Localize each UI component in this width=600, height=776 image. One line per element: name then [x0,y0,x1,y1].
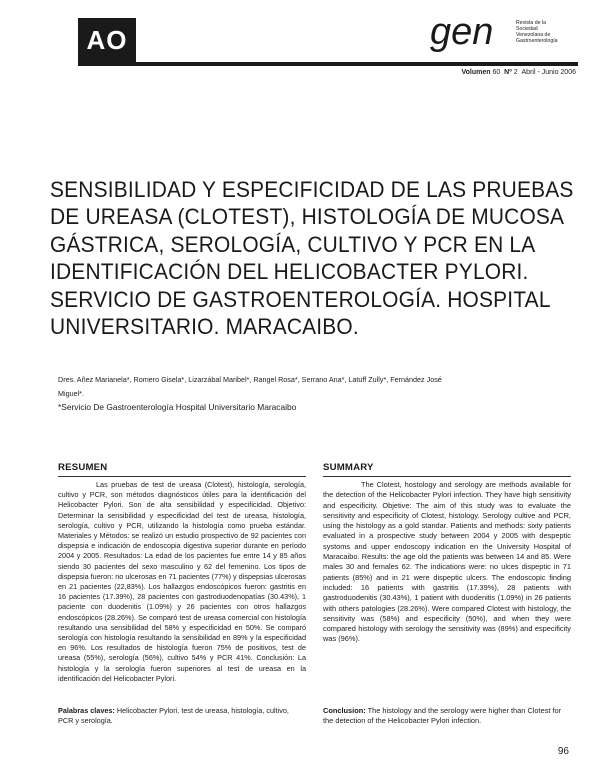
section-divider [323,476,571,477]
title-line: SENSIBILIDAD Y ESPECIFICIDAD DE LAS PRUEBAS [50,177,574,202]
section-divider [58,476,306,477]
author-list: Dres. Añez Marianela*, Romero Gisela*, Lizarzábal Maribel*, Rangel Rosa*, Serrano Ana*, Latuff Zully*, Fernández José Miguel*. [58,375,442,398]
gen-logo-icon [428,14,516,60]
logo-wordmark: gen [430,14,494,53]
title-line: IDENTIFICACIÓN DEL HELICOBACTER PYLORI. [50,259,529,285]
title-line: DE UREASA (CLOTEST), HISTOLOGÍA DE MUCOSA [50,204,565,230]
affiliation: *Servicio De Gastroenterología Hospital Universitario Maracaibo [58,402,297,412]
logo-tagline [516,20,586,44]
issue-number: 2 [513,69,518,76]
summary-text: The Clotest, hostology and serology are methods available for the detection of the Helicobacter Pylori infection. They have high sensitivity and especificity. Objetive: The aim of this study was to evaluate the sensitivity and especificity of Clotest, histology. Serology cultive and PCR, using the histology as a gold standar. Patients and methods: sixty patients evaluated in a prospective study between 2004 y 2005 with despeptic systoms and upper endoscopy indication en the University Hospital of Maracaibo. Results: the age old the patients was between 14 and 85. Were males 30 and females 62. The indications were: no ulces dispeptic in 71 patients (85%) and in 21 were dispeptic ulcers. The endoscopic finding included: 16 patients with gastritis (17.39%), 28 patients with gastroduodenitis (30.43%), 1 patient with duodenitis (1.09%) in 26 patients with others patologies (28.26%). Were compared Clotest with histology, the sensitivity was (58%) and especificity (50%), and when they were compared histology with serology the sensitivity was (89%) and especificity was (96%). [323,480,571,644]
title-line: UNIVERSITARIO. MARACAIBO. [50,314,359,340]
page-number: 96 [557,746,569,757]
issue-info [461,69,576,76]
logo-tagline-line: Sociedad [516,26,538,32]
title-line: SERVICIO DE GASTROENTEROLOGÍA. HOSPITAL [50,286,551,312]
keywords-label: Palabras claves: [58,706,115,715]
journal-logo [428,14,588,60]
resumen-heading: RESUMEN [58,462,108,473]
title-line: GÁSTRICA, SEROLOGÍA, CULTIVO Y PCR EN LA [50,231,536,257]
logo-tagline-line: Gastroenterología [516,38,558,44]
summary-section [323,462,571,645]
logo-tagline-line: Revista de la [516,20,546,26]
conclusion-text: The histology and the serology were higher than Clotest for the detection of the Helicobacter Pylori infection. [323,706,562,726]
resumen-text: Las pruebas de test de ureasa (Clotest), histología, serología, cultivo y PCR, son métodos diagnósticos útiles para la identificación del Helicobacter Pylori. Son de alta sensibilidad y especificidad. Objetivo: Determinar la sensibilidad y especificidad del test de ureasa, histología, serología, cultivo y PCR, utilizando la histología como prueba estándar. Materiales y Métodos: se realizó un estudio prospectivo de 92 pacientes con dispepsia e indicación de endoscopia digestiva superior durante en período 2004 y 2005. Resultados: La edad de los pacientes fue entre 14 y 85 años siendo 30 pacientes del sexo masculino y 62 del femenino. Los tipos de dispepsia fueron: no ulcerosas en 71 pacientes (77%) y dispepsias ulcerosas en 21 pacientes (22,83%). Los hallazgos endoscópicos fueron: gastritis en 16 pacientes (17.39%), 28 pacientes con gastroduodenopatías (30.43%), 1 paciente con duodenitis (1.09%) y 26 pacientes con otros hallazgos endoscópicos (28.26%). Se comparó test de ureasa comercial con histología resultando una sensibilidad del 58% y especificidad en 50%. Se comparó serología con histología resultando la sensibilidad en 89% y la especificidad en 96%. Los resultados de histología fueron 75% de positivos, test de ureasa (55%), serología (56%), cultivo 54% y PCR 41%. Conclusión: La histología y la serología fueron superiores al test de ureasa en la identificación del Helicobacter Pylori. [58,480,306,683]
conclusion [323,706,571,726]
keywords-text: Helicobacter Pylori, test de ureasa, histología, cultivo, PCR y serología. [58,706,289,726]
number-label: Nº [504,69,512,76]
resumen-section [58,462,306,684]
header-rule [78,62,578,66]
volume-number: 60 [492,69,501,76]
conclusion-label: Conclusion: [323,706,366,715]
summary-heading: SUMMARY [323,462,374,473]
article-title [50,176,574,340]
volume-label: Volumen [461,69,491,76]
issue-date: Abril - Junio 2006 [521,69,576,76]
section-tag: AO [78,18,136,62]
keywords [58,706,306,726]
logo-tagline-line: Venezolana de [516,32,551,38]
